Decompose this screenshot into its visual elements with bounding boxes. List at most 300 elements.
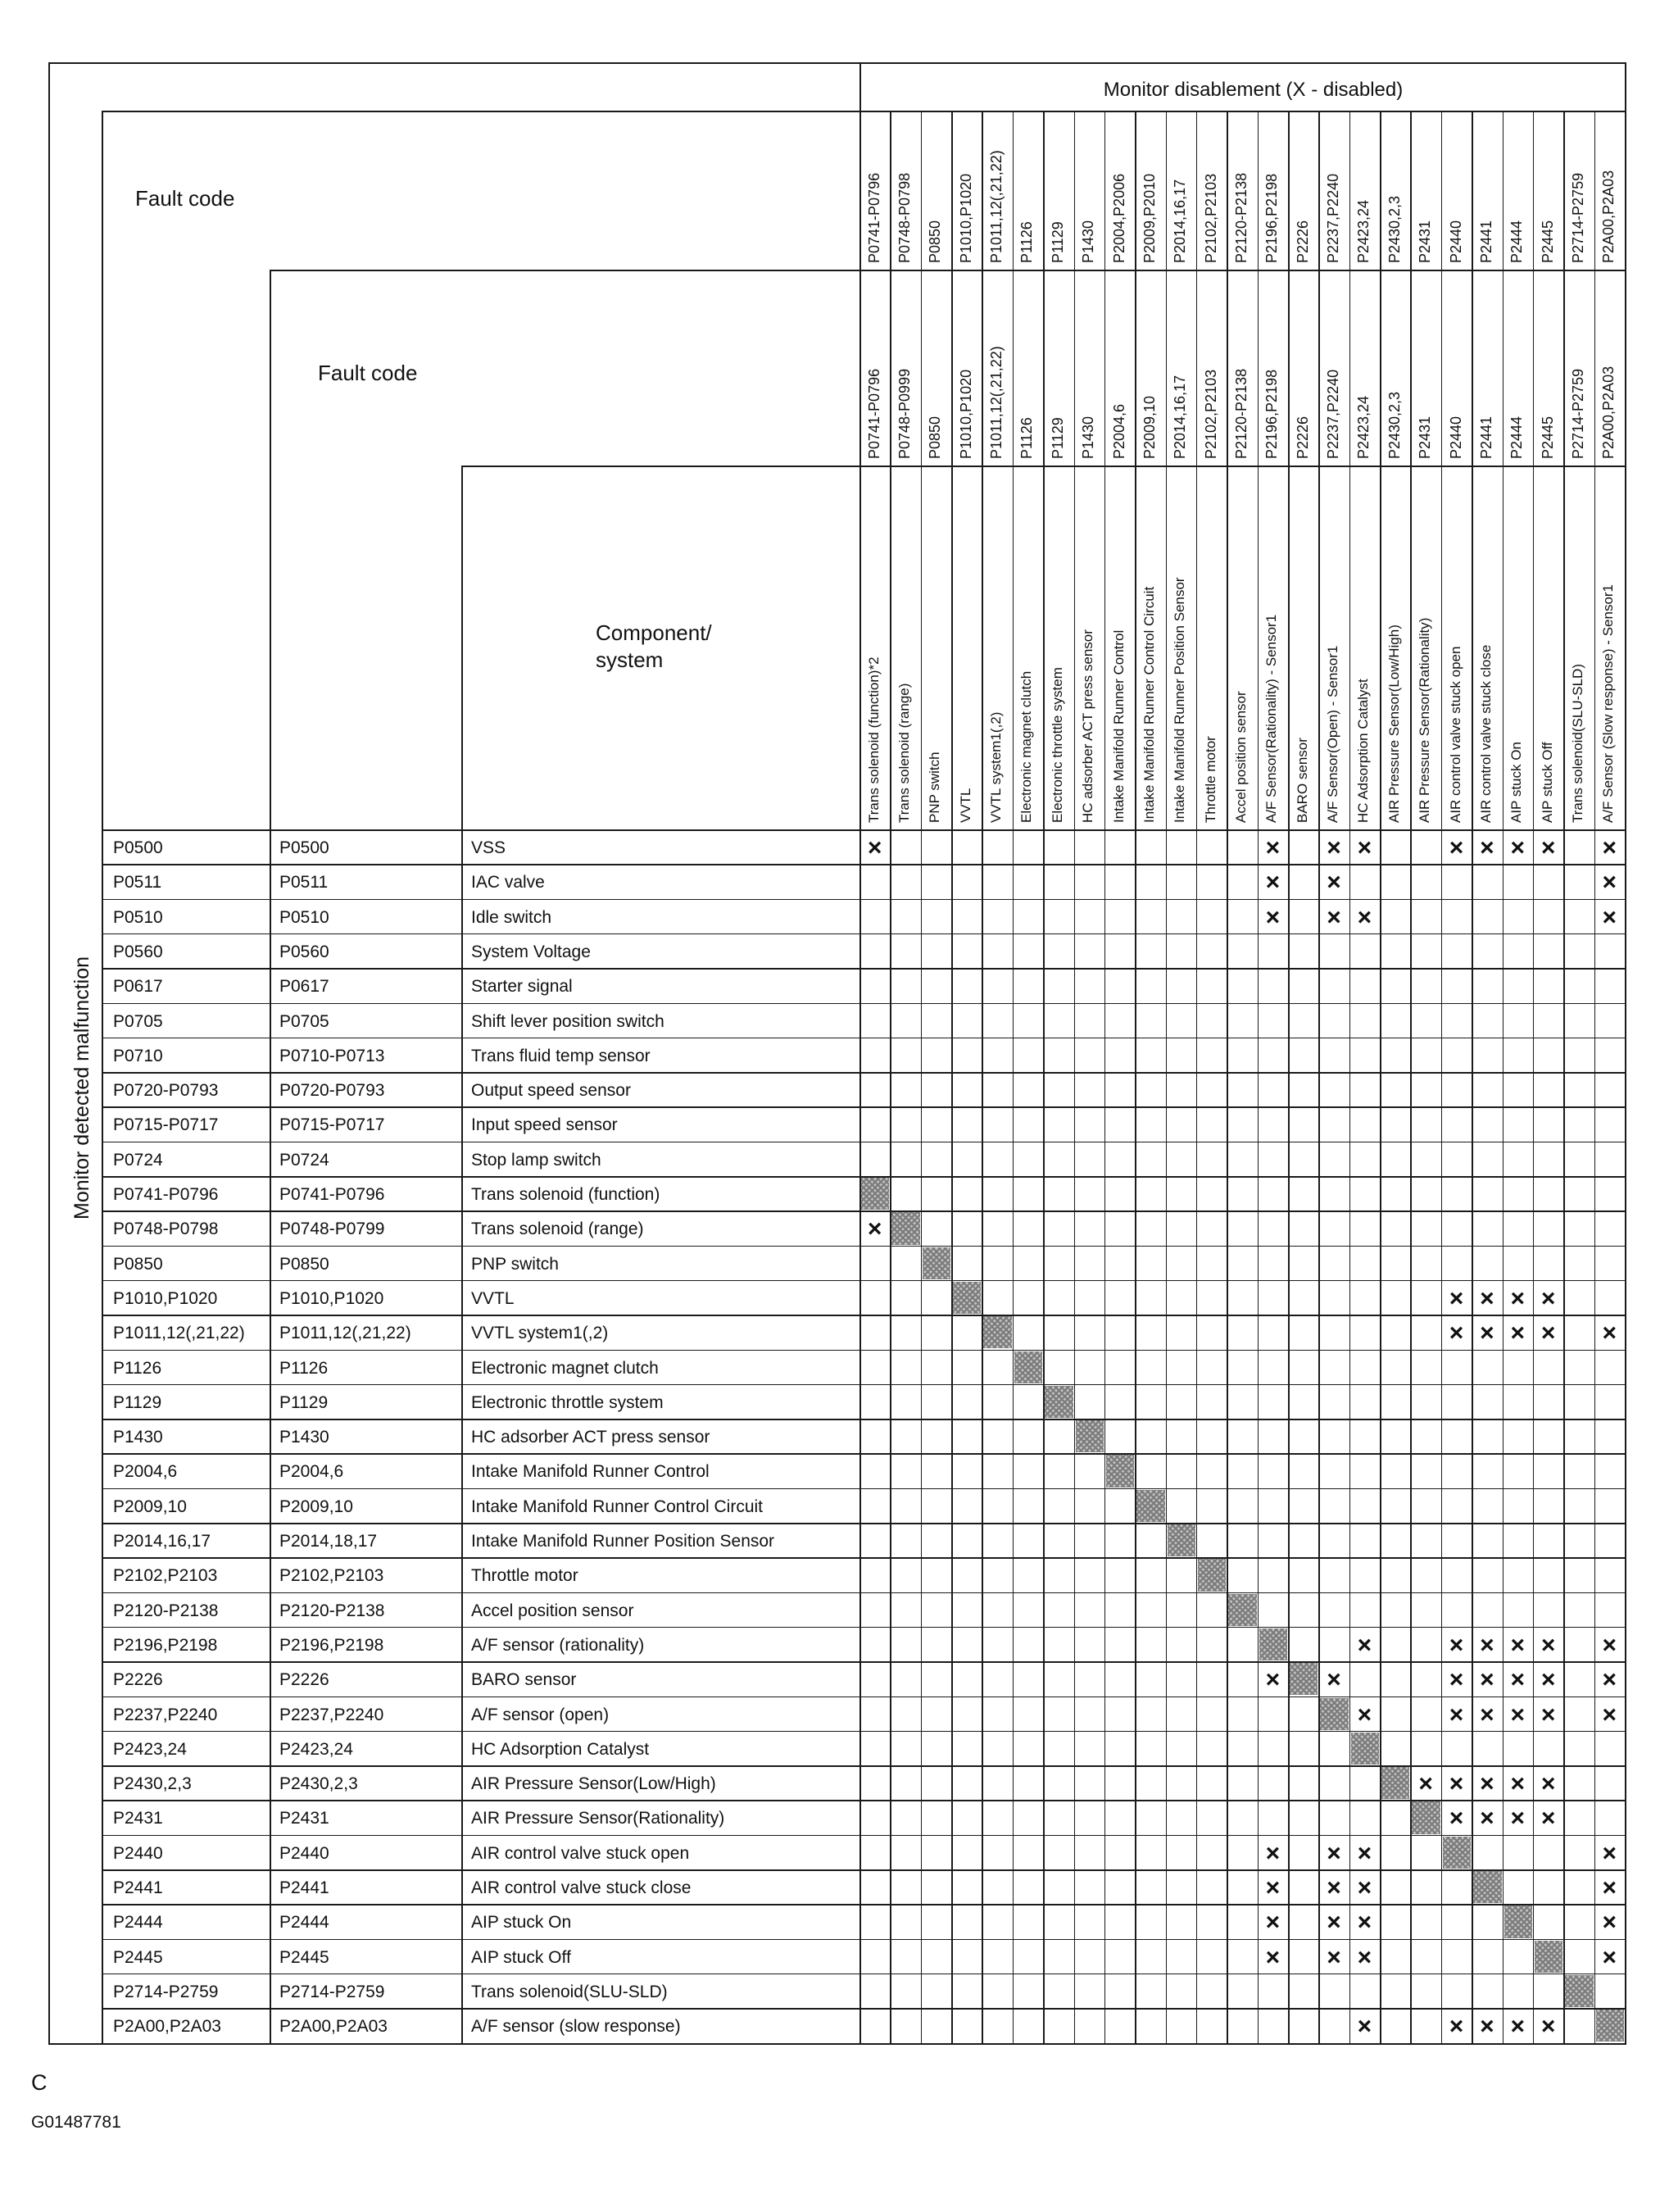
disabled-mark: × (1602, 1701, 1617, 1728)
row-code-1: P2423,24 (113, 1739, 187, 1759)
row-line (102, 864, 1625, 865)
disabled-mark: × (1540, 2013, 1556, 2041)
grid-col-line (1472, 111, 1473, 2043)
row-code-2: P2423,24 (279, 1739, 353, 1759)
disabled-mark: × (1602, 869, 1617, 897)
diagonal-shaded-cell (1076, 1420, 1104, 1452)
diagonal-shaded-cell (953, 1282, 981, 1314)
column-code-2: P2A00,P2A03 (1600, 366, 1617, 459)
disabled-mark: × (1480, 1319, 1494, 1347)
row-code-1: P0710 (113, 1046, 163, 1065)
column-component: A/F Sensor (Slow response) - Sensor1 (1600, 584, 1617, 823)
row-code-2: P2226 (279, 1670, 329, 1690)
disabled-mark: × (1480, 1631, 1494, 1659)
grid-col-line (1074, 111, 1076, 2043)
column-code-2: P2441 (1477, 416, 1494, 459)
row-code-2: P2102,P2103 (279, 1566, 384, 1586)
row-line (102, 1280, 1625, 1282)
disabled-mark: × (1602, 903, 1617, 931)
diagonal-shaded-cell (1504, 1905, 1532, 1937)
row-line (102, 1453, 1625, 1455)
fault-code-header-1: Fault code (135, 186, 235, 211)
col-line-c (461, 466, 463, 2043)
disabled-mark: × (1357, 1909, 1372, 1937)
diagonal-shaded-cell (923, 1247, 950, 1279)
fault-code-header-2: Fault code (318, 361, 418, 385)
column-code-1: P2237,P2240 (1325, 173, 1342, 263)
disabled-mark: × (1602, 834, 1617, 861)
row-line (102, 899, 1625, 901)
row-code-2: P2444 (279, 1913, 329, 1933)
diagonal-shaded-cell (1351, 1733, 1379, 1765)
disabled-mark: × (1480, 834, 1494, 861)
disabled-mark: × (1602, 1943, 1617, 1971)
column-component: Throttle motor (1202, 736, 1218, 823)
row-line (102, 1142, 1625, 1143)
row-component: A/F sensor (open) (471, 1705, 610, 1724)
column-code-2: P1430 (1080, 416, 1097, 459)
disabled-mark: × (867, 834, 882, 861)
disabled-mark: × (1327, 834, 1341, 861)
row-code-2: P1430 (279, 1428, 329, 1447)
row-component: Accel position sensor (471, 1601, 634, 1620)
grid-col-line (1288, 111, 1290, 2043)
row-component: VSS (471, 838, 506, 857)
grid-col-line (1166, 111, 1168, 2043)
column-code-1: P2440 (1447, 220, 1464, 263)
diagonal-shaded-cell (1290, 1663, 1318, 1695)
disabled-mark: × (1449, 1319, 1464, 1347)
disabled-mark: × (1510, 1701, 1525, 1728)
row-code-2: P2009,10 (279, 1497, 353, 1516)
row-code-1: P0705 (113, 1011, 163, 1031)
disabled-mark: × (1602, 1319, 1617, 1347)
row-code-2: P2014,18,17 (279, 1532, 378, 1551)
disabled-mark: × (1540, 834, 1556, 861)
row-code-1: P0560 (113, 942, 163, 961)
diagonal-shaded-cell (891, 1212, 919, 1244)
row-component: VVTL system1(,2) (471, 1324, 609, 1343)
row-line (102, 1974, 1625, 1975)
row-component: HC Adsorption Catalyst (471, 1739, 650, 1759)
disabled-mark: × (1510, 1284, 1525, 1312)
diagonal-shaded-cell (1443, 1837, 1471, 1869)
row-code-2: P2A00,P2A03 (279, 2017, 388, 2037)
disabled-mark: × (1480, 1284, 1494, 1312)
column-code-1: P2196,P2198 (1263, 173, 1281, 263)
row-code-1: P2431 (113, 1809, 163, 1828)
column-code-2: P2120-P2138 (1233, 368, 1250, 459)
column-code-2: P1129 (1049, 417, 1066, 459)
row-component: Starter signal (471, 977, 573, 997)
row-code-1: P0748-P0798 (113, 1220, 219, 1239)
row-component: Intake Manifold Runner Control (471, 1462, 710, 1482)
row-component: A/F sensor (rationality) (471, 1635, 645, 1655)
disabled-mark: × (1449, 1631, 1464, 1659)
diagonal-shaded-cell (1106, 1455, 1134, 1487)
row-code-2: P0500 (279, 838, 329, 857)
row-line (102, 2008, 1625, 2010)
row-code-1: P1011,12(,21,22) (113, 1324, 245, 1343)
row-code-1: P2226 (113, 1670, 163, 1690)
diagonal-shaded-cell (1565, 1975, 1593, 2007)
disabled-mark: × (1540, 1631, 1556, 1659)
row-code-1: P2014,16,17 (113, 1532, 211, 1551)
grid-col-line (1441, 111, 1443, 2043)
column-code-1: P1126 (1018, 221, 1036, 263)
row-line (102, 1315, 1625, 1316)
diagonal-shaded-cell (1228, 1594, 1256, 1626)
disabled-mark: × (1510, 1666, 1525, 1694)
row-code-1: P0850 (113, 1254, 163, 1274)
row-component: Trans fluid temp sensor (471, 1046, 651, 1065)
row-line (102, 1661, 1625, 1663)
row-code-1: P0724 (113, 1150, 163, 1170)
row-code-2: P0510 (279, 907, 329, 927)
column-code-2: P2431 (1417, 416, 1434, 459)
header-line-2 (270, 270, 1625, 271)
column-code-2: P1126 (1018, 417, 1036, 459)
row-code-1: P0715-P0717 (113, 1115, 219, 1135)
column-component: Trans solenoid (range) (896, 683, 913, 823)
row-code-2: P1011,12(,21,22) (279, 1324, 411, 1343)
column-code-1: P1430 (1080, 220, 1097, 263)
row-component: Trans solenoid (function) (471, 1185, 660, 1204)
row-line (102, 1246, 1625, 1247)
row-component: BARO sensor (471, 1670, 577, 1690)
row-code-2: P2237,P2240 (279, 1705, 384, 1724)
row-line (102, 1557, 1625, 1559)
grid-col-line (1380, 111, 1381, 2043)
row-component: IAC valve (471, 873, 545, 893)
column-component: A/F Sensor(Rationality) - Sensor1 (1263, 614, 1280, 823)
row-code-1: P2445 (113, 1947, 163, 1967)
row-code-1: P2440 (113, 1843, 163, 1863)
row-component: A/F sensor (slow response) (471, 2017, 681, 2037)
column-code-1: P2444 (1508, 220, 1526, 263)
grid-col-line (1043, 111, 1045, 2043)
disabled-mark: × (1327, 1666, 1341, 1694)
disabled-mark: × (1602, 1666, 1617, 1694)
diagonal-shaded-cell (1412, 1801, 1440, 1833)
column-code-2: P2430,2,3 (1386, 391, 1403, 459)
table-title: Monitor disablement (X - disabled) (1103, 79, 1404, 101)
row-code-2: P2441 (279, 1878, 329, 1897)
column-code-2: P0748-P0999 (896, 368, 914, 459)
disabled-mark: × (1602, 1874, 1617, 1901)
column-code-2: P2014,16,17 (1172, 375, 1189, 459)
row-component: Shift lever position switch (471, 1011, 664, 1031)
disabled-mark: × (1449, 1666, 1464, 1694)
grid-col-line (1104, 111, 1106, 2043)
row-code-1: P0510 (113, 907, 163, 927)
row-code-2: P0705 (279, 1011, 329, 1031)
disabled-mark: × (1510, 1319, 1525, 1347)
disabled-mark: × (1265, 1839, 1281, 1867)
column-component: Trans solenoid (function)*2 (865, 656, 882, 823)
grid-col-line (1594, 111, 1596, 2043)
row-code-1: P1430 (113, 1428, 163, 1447)
column-component: BARO sensor (1294, 738, 1310, 823)
table-border-left (48, 62, 50, 2045)
disabled-mark: × (1265, 1666, 1281, 1694)
grid-col-line (1227, 111, 1228, 2043)
row-code-1: P1129 (113, 1392, 162, 1412)
column-code-1: P0850 (927, 220, 944, 263)
grid-col-line (1410, 111, 1412, 2043)
disabled-mark: × (1540, 1701, 1556, 1728)
component-header: Component/ system (596, 620, 712, 672)
column-code-1: P2714-P2759 (1569, 172, 1586, 263)
row-code-1: P2102,P2103 (113, 1566, 218, 1586)
row-code-1: P2441 (113, 1878, 163, 1897)
disabled-mark: × (1480, 1666, 1494, 1694)
grid-col-line (982, 111, 983, 2043)
column-component: Electronic magnet clutch (1018, 670, 1035, 823)
row-line (102, 1869, 1625, 1871)
row-code-1: P2196,P2198 (113, 1635, 218, 1655)
row-line (102, 1106, 1625, 1108)
disabled-mark: × (1265, 1874, 1281, 1901)
column-component: AIP stuck Off (1539, 742, 1555, 823)
disabled-mark: × (1480, 1701, 1494, 1728)
row-code-1: P2237,P2240 (113, 1705, 218, 1724)
row-component: Throttle motor (471, 1566, 578, 1586)
grid-col-line (1503, 111, 1504, 2043)
column-code-1: P2120-P2138 (1233, 172, 1250, 263)
row-code-2: P2714-P2759 (279, 1982, 385, 2001)
grid-col-line (921, 111, 923, 2043)
row-code-1: P0741-P0796 (113, 1185, 219, 1204)
column-code-1: P1011,12(,21,22) (988, 150, 1005, 263)
row-code-2: P0511 (279, 873, 329, 893)
col-line-b (270, 270, 271, 2043)
row-line (102, 1904, 1625, 1905)
row-component: System Voltage (471, 942, 591, 961)
row-code-2: P1129 (279, 1392, 329, 1412)
column-code-2: P2102,P2103 (1202, 369, 1219, 459)
disabled-mark: × (1602, 1909, 1617, 1937)
disabled-mark: × (1602, 1839, 1617, 1867)
disabled-mark: × (1327, 1874, 1341, 1901)
row-code-1: P2714-P2759 (113, 1982, 219, 2001)
column-component: HC adsorber ACT press sensor (1080, 629, 1096, 823)
column-code-2: P2004,6 (1110, 403, 1127, 459)
column-code-2: P2444 (1508, 416, 1526, 459)
row-code-1: P0500 (113, 838, 163, 857)
row-code-2: P2440 (279, 1843, 329, 1863)
row-code-1: P2004,6 (113, 1462, 178, 1482)
disabled-mark: × (1540, 1319, 1556, 1347)
grid-col-line (1533, 111, 1535, 2043)
row-code-2: P0720-P0793 (279, 1081, 385, 1101)
disabled-mark: × (1265, 1909, 1281, 1937)
row-component: Input speed sensor (471, 1115, 618, 1135)
row-component: Stop lamp switch (471, 1150, 601, 1170)
row-component: Trans solenoid(SLU-SLD) (471, 1982, 668, 2001)
disabled-mark: × (1327, 869, 1341, 897)
row-line (102, 1419, 1625, 1420)
column-code-2: P0850 (927, 416, 944, 459)
disabled-mark: × (1357, 1874, 1372, 1901)
row-code-1: P2430,2,3 (113, 1774, 192, 1794)
column-component: Accel position sensor (1233, 691, 1249, 823)
column-component: Intake Manifold Runner Control Circuit (1141, 586, 1157, 823)
diagonal-shaded-cell (1045, 1386, 1073, 1418)
row-line (102, 1592, 1625, 1594)
column-component: AIR control valve stuck close (1477, 644, 1494, 823)
column-code-2: P2196,P2198 (1263, 369, 1281, 459)
column-code-2: P2009,10 (1141, 395, 1158, 459)
disabled-mark: × (1449, 2013, 1464, 2041)
column-component: PNP switch (927, 752, 943, 823)
row-code-2: P0617 (279, 977, 329, 997)
disabled-mark: × (1449, 834, 1464, 861)
column-code-1: P2102,P2103 (1202, 173, 1219, 263)
disabled-mark: × (1265, 834, 1281, 861)
column-code-2: P1011,12(,21,22) (988, 346, 1005, 459)
row-code-2: P0741-P0796 (279, 1185, 385, 1204)
row-component: HC adsorber ACT press sensor (471, 1428, 710, 1447)
row-code-2: P2445 (279, 1947, 329, 1967)
row-line (102, 968, 1625, 970)
column-code-1: P2A00,P2A03 (1600, 170, 1617, 263)
row-code-2: P0748-P0799 (279, 1220, 385, 1239)
column-code-1: P2441 (1477, 220, 1494, 263)
disabled-mark: × (1540, 1770, 1556, 1798)
row-code-2: P2120-P2138 (279, 1601, 385, 1620)
table-border-bottom (48, 2043, 1626, 2045)
table-border-top (48, 62, 1626, 64)
disabled-mark: × (1327, 1943, 1341, 1971)
disabled-mark: × (1540, 1805, 1556, 1833)
row-line (102, 1731, 1625, 1733)
column-component: AIR Pressure Sensor(Rationality) (1417, 617, 1433, 823)
column-component: AIR control valve stuck open (1447, 646, 1463, 823)
row-code-1: P2A00,P2A03 (113, 2017, 221, 2037)
side-label: Monitor detected malfunction (70, 956, 93, 1220)
row-code-2: P2004,6 (279, 1462, 344, 1482)
row-component: Intake Manifold Runner Control Circuit (471, 1497, 763, 1516)
row-component: VVTL (471, 1288, 515, 1308)
column-code-1: P2423,24 (1355, 199, 1372, 263)
row-line (102, 1835, 1625, 1837)
disabled-mark: × (1265, 869, 1281, 897)
row-code-1: P0617 (113, 977, 163, 997)
disabled-mark: × (1357, 1631, 1372, 1659)
diagonal-shaded-cell (1535, 1941, 1562, 1973)
column-code-2: P2714-P2759 (1569, 368, 1586, 459)
row-code-2: P2430,2,3 (279, 1774, 358, 1794)
row-component: Electronic magnet clutch (471, 1358, 659, 1378)
disabled-mark: × (1510, 2013, 1525, 2041)
diagonal-shaded-cell (861, 1178, 889, 1210)
disabled-mark: × (1510, 834, 1525, 861)
row-line (102, 1939, 1625, 1941)
disabled-mark: × (1327, 1839, 1341, 1867)
column-code-1: P2009,P2010 (1141, 173, 1158, 263)
row-code-2: P0850 (279, 1254, 329, 1274)
row-line (102, 1523, 1625, 1524)
row-line (102, 1800, 1625, 1801)
row-code-1: P1126 (113, 1358, 162, 1378)
disabled-mark: × (1357, 1943, 1372, 1971)
row-code-1: P1010,P1020 (113, 1288, 218, 1308)
diagonal-shaded-cell (1168, 1524, 1195, 1556)
diagonal-shaded-cell (1136, 1490, 1164, 1522)
row-line (102, 1350, 1625, 1351)
row-line (102, 1696, 1625, 1698)
column-component: HC Adsorption Catalyst (1355, 679, 1372, 823)
column-code-1: P2431 (1417, 220, 1434, 263)
disabled-mark: × (1265, 903, 1281, 931)
column-component: A/F Sensor(Open) - Sensor1 (1325, 645, 1341, 823)
table-border-right (1625, 62, 1626, 2045)
row-line (102, 1210, 1625, 1212)
column-code-1: P2014,16,17 (1172, 179, 1189, 263)
disabled-mark: × (1418, 1770, 1433, 1798)
row-component: AIR control valve stuck open (471, 1843, 690, 1863)
row-code-2: P0560 (279, 942, 329, 961)
row-code-2: P2431 (279, 1809, 329, 1828)
row-component: Electronic throttle system (471, 1392, 664, 1412)
grid-col-line (1563, 111, 1565, 2043)
disabled-mark: × (1510, 1631, 1525, 1659)
disabled-mark: × (1510, 1770, 1525, 1798)
column-code-1: P0748-P0798 (896, 172, 914, 263)
disabled-mark: × (1510, 1805, 1525, 1833)
row-component: AIR Pressure Sensor(Low/High) (471, 1774, 716, 1794)
column-code-2: P2423,24 (1355, 395, 1372, 459)
row-code-1: P2444 (113, 1913, 163, 1933)
row-code-2: P2196,P2198 (279, 1635, 384, 1655)
diagonal-shaded-cell (1596, 2010, 1624, 2042)
grid-col-line (1196, 111, 1198, 2043)
row-component: AIR Pressure Sensor(Rationality) (471, 1809, 725, 1828)
grid-col-line (1135, 111, 1136, 2043)
disabled-mark: × (1357, 1839, 1372, 1867)
grid-col-line (1013, 111, 1014, 2043)
header-line-1 (102, 111, 1625, 112)
grid-start-line (859, 62, 861, 2043)
row-component: Idle switch (471, 907, 552, 927)
col-line-a (102, 111, 103, 2043)
disabled-mark: × (1327, 903, 1341, 931)
diagonal-shaded-cell (1473, 1871, 1501, 1903)
column-code-2: P1010,P1020 (957, 369, 974, 459)
row-component: PNP switch (471, 1254, 559, 1274)
row-line (102, 1003, 1625, 1005)
disabled-mark: × (1602, 1631, 1617, 1659)
disabled-mark: × (1480, 1770, 1494, 1798)
column-code-1: P2004,P2006 (1110, 173, 1127, 263)
row-component: AIR control valve stuck close (471, 1878, 692, 1897)
diagonal-shaded-cell (1381, 1767, 1409, 1799)
row-line (102, 1488, 1625, 1490)
row-code-2: P0710-P0713 (279, 1046, 385, 1065)
disabled-mark: × (1357, 834, 1372, 861)
column-component: AIR Pressure Sensor(Low/High) (1386, 625, 1402, 823)
column-code-1: P2430,2,3 (1386, 195, 1403, 263)
column-component: Electronic throttle system (1049, 667, 1065, 823)
column-component: AIP stuck On (1508, 742, 1525, 823)
column-code-1: P1010,P1020 (957, 173, 974, 263)
disabled-mark: × (1449, 1284, 1464, 1312)
row-code-1: P2120-P2138 (113, 1601, 219, 1620)
disabled-mark: × (1480, 1805, 1494, 1833)
column-component: VVTL (957, 788, 973, 823)
row-component: AIP stuck On (471, 1913, 572, 1933)
